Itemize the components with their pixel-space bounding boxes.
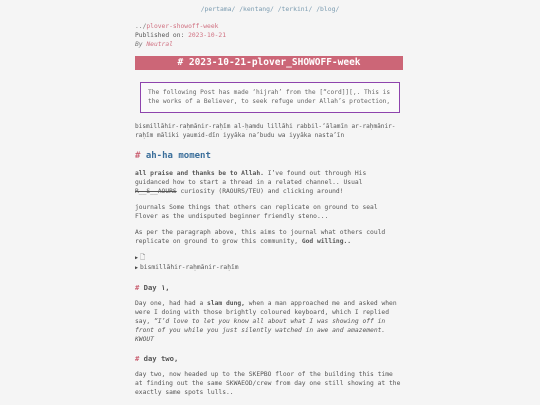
page-title: # 2023-10-21-plover_SHOWOFF-week — [135, 56, 403, 70]
praise-bold: all praise and thanks be to Allah. — [135, 170, 264, 178]
details-group — [135, 253, 403, 273]
details-toggle-file[interactable] — [135, 253, 403, 263]
slam-dung-bold: slam dung, — [207, 300, 245, 308]
heading-hash: # — [135, 283, 140, 293]
published-label: Published on: — [135, 32, 185, 39]
paragraph-praise — [135, 169, 403, 196]
day1-quote: “I’d love to let you know all about what I was showing off in front of you while you just silently watched in awe and amazement. — [135, 318, 386, 335]
as-per-text: As per the paragraph above, this aims to journal what others could replicate on ground to grow this community, — [135, 229, 386, 246]
author-line — [135, 40, 403, 49]
section-heading-ahha — [135, 152, 403, 161]
struck-text: R__S__AOURS — [135, 188, 177, 196]
day1-mid: when a man approached me and asked when were I doing with those brightly coloured keyboard, which I replied say, — [135, 300, 397, 326]
triangle-right-icon: ▶ — [135, 255, 139, 262]
published-date: 2023-10-21 — [188, 32, 227, 39]
post-content — [135, 22, 403, 404]
section-heading-day1 — [135, 283, 403, 292]
top-nav — [0, 5, 540, 13]
nav-link-terkini[interactable]: /terkini/ — [277, 5, 313, 13]
bismillah-text: bismillāhir-raḥmānir-raḥīm al-ḥamdu lillāhi rabbil-‘ālamīn ar-raḥmānir-raḥīm māliki yaumid-dīn iyyāka na’budu wa iyyāka nasta’īn — [135, 123, 396, 139]
paragraph-day2: day two, now headed up to the SKEPBO floor of the building this time at finding out the same SKWAEOD/crew from day one still showing at the exactly same spots lulls.. — [135, 371, 401, 397]
section-heading-day2 — [135, 354, 403, 363]
breadcrumb-page: plover-showoff-week — [146, 23, 219, 30]
day1-end: KWOUT — [135, 336, 154, 344]
breadcrumb — [135, 22, 403, 31]
file-icon: 🗋 — [140, 254, 146, 262]
nav-link-blog[interactable]: /blog/ — [316, 5, 340, 13]
paragraph-as-per — [135, 228, 403, 246]
praise-rest: I’ve found out through His guidanced how to start a thread in a related channel.. Usual — [135, 170, 367, 187]
heading-text: day two, — [143, 354, 179, 364]
god-willing-bold: God willing.. — [301, 238, 352, 246]
by-label: By — [135, 41, 143, 48]
paragraph-journals: journals Some things that others can replicate on ground to seal Flover as the undisputed beginner friendly steno... — [135, 204, 378, 221]
hijrah-callout: The following Post has made ‘hijrah’ from the [“cord]][,. This is the works of a Believer, to seek refuge under Allah’s protection, — [140, 82, 400, 113]
published-line — [135, 31, 403, 40]
heading-text: Day ١, — [143, 283, 170, 293]
day1-start: Day one, had had a — [135, 300, 204, 308]
heading-hash: # — [135, 151, 141, 162]
heading-text: ah-ha moment — [145, 151, 211, 162]
triangle-right-icon: ▶ — [135, 265, 139, 272]
praise-tail: curiosity (RAOURS/TEU) and clicking around! — [176, 188, 344, 196]
heading-hash: # — [135, 354, 140, 364]
details-toggle-bismillah[interactable] — [135, 263, 403, 273]
paragraph-day1 — [135, 299, 403, 344]
breadcrumb-prefix[interactable]: ../ — [135, 23, 147, 30]
author-name[interactable]: Neutral — [146, 41, 173, 48]
nav-link-pertama[interactable]: /pertama/ — [200, 5, 236, 13]
nav-link-kentang[interactable]: /kentang/ — [239, 5, 274, 13]
details-label: bismillāhir-raḥmānir-raḥīm — [140, 264, 239, 272]
